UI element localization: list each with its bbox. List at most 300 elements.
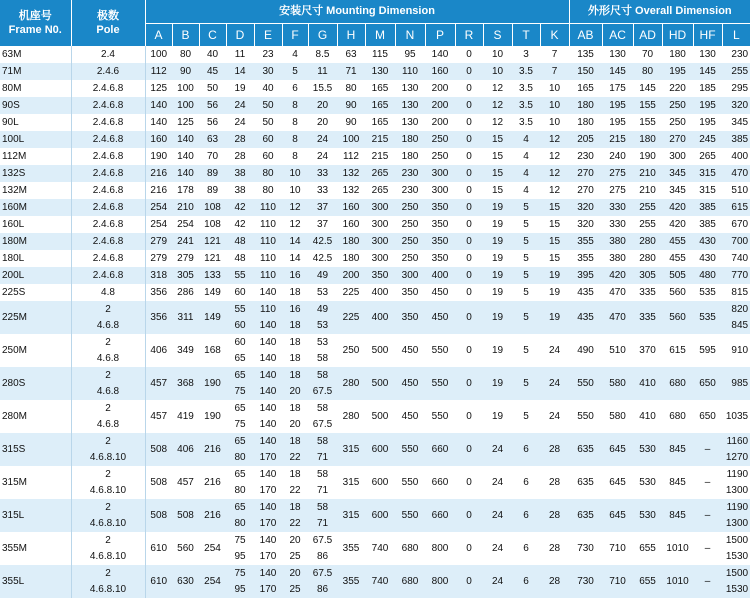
dimension-cell-line: 820: [731, 303, 749, 315]
dimension-cell: 180: [401, 151, 419, 162]
dimension-cell: 0: [455, 199, 483, 216]
dimension-cell: 210: [172, 199, 199, 216]
dimension-cell-line: 53: [316, 319, 329, 331]
table-body: [0, 46, 750, 598]
dimension-cell: 508: [150, 477, 168, 488]
dimension-cell: 670: [731, 219, 749, 230]
dimension-cell: 985: [722, 367, 750, 400]
dimension-cell: 550: [395, 433, 425, 466]
dimension-cell-line: 58: [316, 369, 329, 381]
dimension-cell-line: 170: [259, 550, 277, 562]
dimension-cell: 300: [395, 267, 425, 284]
column-header: T: [512, 24, 540, 47]
pole-cell-line: 4.6.8: [96, 319, 120, 331]
dimension-cell: 175: [609, 83, 626, 94]
dimension-cell-line: 110: [260, 303, 276, 315]
column-header: G: [308, 24, 337, 47]
dimension-cell: 410: [633, 367, 662, 400]
dimension-cell: 56: [206, 117, 219, 128]
dimension-cell: 645: [602, 433, 633, 466]
dimension-cell-line: 1500: [725, 534, 749, 546]
table-row: [0, 334, 750, 367]
dimension-cell: 10: [548, 83, 561, 94]
pole-cell-line: 2: [105, 402, 111, 414]
dimension-cell: 130: [401, 117, 419, 128]
dimension-cell: –: [704, 477, 711, 488]
dimension-cell: [254, 367, 282, 400]
dimension-cell: 279: [150, 253, 168, 264]
dimension-cell: 0: [455, 233, 483, 250]
dimension-cell: 10: [282, 165, 308, 182]
dimension-cell: 3.5: [519, 117, 533, 128]
dimension-cell: 95: [404, 49, 416, 60]
table-row: [0, 532, 750, 565]
dimension-cell: 560: [669, 287, 686, 298]
dimension-cell: 265: [365, 165, 395, 182]
dimension-cell: 250: [401, 253, 419, 264]
dimension-cell: 480: [693, 267, 722, 284]
dimension-cell: 100: [177, 83, 194, 94]
dimension-cell: 210: [639, 185, 656, 196]
dimension-cell-line: 18: [289, 402, 301, 414]
dimension-cell: [226, 565, 254, 598]
table-row: [0, 46, 750, 63]
dimension-cell: 254: [150, 219, 168, 230]
column-header: H: [337, 24, 365, 47]
dimension-cell: 150: [569, 63, 602, 80]
dimension-cell: [308, 301, 337, 334]
dimension-cell-line: 60: [234, 336, 246, 348]
pole-cell: 2.4.6.8: [71, 216, 145, 233]
dimension-cell: [308, 466, 337, 499]
dimension-cell: 5: [512, 233, 540, 250]
dimension-cell: 457: [145, 367, 172, 400]
dimension-cell: 5: [512, 301, 540, 334]
dimension-cell: 505: [662, 267, 693, 284]
pole-cell: 2.4.6.8: [71, 182, 145, 199]
frame-cell: 90S: [0, 97, 71, 114]
pole-header-en: Pole: [96, 24, 120, 36]
dimension-cell: 12: [548, 151, 561, 162]
dimension-cell: 12: [540, 165, 569, 182]
dimension-cell: 15: [483, 165, 512, 182]
table-row: [0, 466, 750, 499]
dimension-cell: [254, 565, 282, 598]
dimension-cell: 315: [693, 165, 722, 182]
dimension-cell: 115: [372, 49, 388, 60]
dimension-cell-line: 25: [289, 550, 301, 562]
dimension-cell-line: 140: [259, 369, 277, 381]
dimension-cell: 0: [466, 543, 472, 554]
dimension-cell: 24: [308, 131, 337, 148]
frame-cell: 180M: [0, 233, 71, 250]
frame-cell: 355L: [0, 565, 71, 598]
dimension-cell-line: 65: [234, 352, 246, 364]
dimension-cell-line: 65: [234, 468, 246, 480]
table-row: [0, 400, 750, 433]
dimension-cell: 15: [548, 253, 561, 264]
dimension-cell: 455: [669, 253, 686, 264]
column-header: D: [226, 24, 254, 47]
dimension-cell: 610: [150, 543, 168, 554]
frame-cell: 160L: [0, 216, 71, 233]
dimension-cell: 63: [345, 49, 357, 60]
dimension-cell: 254: [199, 565, 226, 598]
dimension-cell-line: 20: [289, 567, 301, 579]
table-row: [0, 233, 750, 250]
dimension-cell: 215: [602, 131, 633, 148]
dimension-cell-line: 65: [234, 402, 246, 414]
dimension-cell: 560: [177, 543, 194, 554]
dimension-cell: 19: [540, 301, 569, 334]
overall-dimension-header: 外形尺寸 Overall Dimension: [569, 0, 750, 24]
pole-cell: 2.4.6.8: [71, 114, 145, 131]
frame-cell: 225S: [0, 284, 71, 301]
dimension-cell: 300: [365, 199, 395, 216]
dimension-cell: [226, 400, 254, 433]
dimension-cell: [226, 532, 254, 565]
dimension-cell: [226, 367, 254, 400]
dimension-cell: 19: [548, 287, 561, 298]
dimension-cell: 406: [172, 433, 199, 466]
dimension-cell: [308, 334, 337, 367]
dimension-cell: 140: [431, 49, 449, 60]
dimension-cell: 0: [466, 185, 472, 196]
dimension-cell-line: 1300: [725, 517, 749, 529]
dimension-cell: 14: [282, 233, 308, 250]
frame-cell: 250M: [0, 334, 71, 367]
dimension-cell: 14: [289, 253, 301, 264]
dimension-cell: 800: [431, 543, 449, 554]
dimension-cell: 149: [204, 287, 221, 298]
dimension-cell: 165: [365, 97, 395, 114]
dimension-cell: 255: [633, 199, 662, 216]
column-header: C: [199, 24, 226, 47]
dimension-cell: 100: [172, 97, 199, 114]
dimension-cell: 530: [639, 477, 656, 488]
frame-cell: 280M: [0, 400, 71, 433]
dimension-cell: 5: [512, 199, 540, 216]
dimension-cell: [226, 301, 254, 334]
dimension-cell: 0: [466, 219, 472, 230]
dimension-cell-line: 1500: [725, 567, 749, 579]
dimension-cell-line: 60: [234, 319, 246, 331]
dimension-cell: 457: [177, 477, 194, 488]
dimension-cell: 24: [548, 411, 561, 422]
dimension-cell: 140: [150, 117, 168, 128]
dimension-cell-line: 65: [234, 369, 246, 381]
dimension-cell: 535: [699, 287, 716, 298]
dimension-cell: 10: [491, 49, 504, 60]
frame-cell: 90L: [0, 114, 71, 131]
dimension-cell: 210: [633, 165, 662, 182]
frame-cell: 200L: [0, 267, 71, 284]
dimension-cell: 630: [172, 565, 199, 598]
dimension-cell: 19: [491, 253, 504, 264]
dimension-cell: 5: [523, 345, 529, 356]
table-row: [0, 148, 750, 165]
column-header: AB: [569, 24, 602, 47]
dimension-cell-line: 65: [234, 501, 246, 513]
dimension-cell: 24: [483, 565, 512, 598]
dimension-cell: 910: [731, 345, 749, 356]
dimension-cell-line: 58: [316, 501, 329, 513]
dimension-cell: 0: [455, 433, 483, 466]
dimension-cell-line: 140: [259, 402, 277, 414]
dimension-cell: 4: [523, 151, 529, 162]
dimension-cell: 12: [483, 97, 512, 114]
dimension-cell: 50: [262, 117, 274, 128]
dimension-cell-line: 1190: [726, 501, 749, 513]
dimension-cell: 112: [343, 151, 359, 162]
dimension-cell: 56: [199, 97, 226, 114]
column-header: N: [395, 24, 425, 47]
dimension-cell: 400: [425, 267, 455, 284]
dimension-cell: 12: [548, 185, 561, 196]
dimension-cell: 279: [145, 233, 172, 250]
column-header: AD: [633, 24, 662, 47]
dimension-cell: 5: [512, 367, 540, 400]
dimension-cell: 20: [308, 97, 337, 114]
dimension-cell: 40: [262, 83, 274, 94]
dimension-cell: 19: [491, 411, 504, 422]
dimension-cell: 660: [431, 477, 449, 488]
dimension-cell: 345: [731, 117, 749, 128]
dimension-cell: 740: [731, 253, 749, 264]
dimension-cell: 110: [395, 63, 425, 80]
dimension-cell: 615: [669, 345, 686, 356]
dimension-cell: 90: [345, 117, 357, 128]
table-row: [0, 301, 750, 334]
dimension-cell: 490: [577, 345, 594, 356]
dimension-cell-line: 140: [259, 319, 277, 331]
column-header: S: [483, 24, 512, 47]
dimension-cell: 300: [669, 151, 686, 162]
dimension-cell-line: 22: [289, 517, 301, 529]
dimension-cell: 125: [150, 83, 168, 94]
pole-cell-line: 2: [105, 501, 111, 513]
dimension-cell: 330: [609, 219, 626, 230]
dimension-cell: 48: [234, 253, 246, 264]
dimension-cell: 0: [466, 117, 472, 128]
dimension-cell: 190: [150, 151, 168, 162]
dimension-cell: 5: [523, 411, 529, 422]
dimension-cell: 15: [548, 219, 561, 230]
dimension-cell: 165: [371, 117, 389, 128]
frame-cell: 132S: [0, 165, 71, 182]
column-header: E: [254, 24, 282, 47]
dimension-cell: 435: [577, 287, 594, 298]
mounting-dimension-header: 安装尺寸 Mounting Dimension: [145, 0, 569, 24]
table-row: [0, 63, 750, 80]
dimension-cell: 318: [145, 267, 172, 284]
dimension-cell: 110: [260, 219, 276, 230]
pole-cell-line: 4.6.8: [96, 385, 120, 397]
pole-cell-line: 2: [105, 369, 111, 381]
dimension-cell: 149: [199, 301, 226, 334]
dimension-cell: 33: [308, 165, 337, 182]
dimension-cell: 535: [693, 301, 722, 334]
dimension-cell-line: 65: [234, 435, 246, 447]
dimension-cell-line: 140: [259, 468, 277, 480]
dimension-cell: 215: [371, 151, 389, 162]
dimension-cell: 500: [365, 367, 395, 400]
dimension-cell: 530: [633, 499, 662, 532]
pole-cell: 4.8: [71, 284, 145, 301]
dimension-cell: [226, 466, 254, 499]
dimension-cell: 508: [172, 499, 199, 532]
pole-cell: [71, 367, 145, 400]
dimension-cell: 350: [431, 253, 449, 264]
dimension-cell: 330: [602, 199, 633, 216]
column-header: AC: [602, 24, 633, 47]
dimension-cell: 550: [577, 411, 594, 422]
dimension-cell: 450: [401, 345, 419, 356]
dimension-cell: 420: [662, 199, 693, 216]
dimension-cell: 130: [699, 49, 716, 60]
dimension-cell-line: 1160: [726, 435, 749, 447]
dimension-cell: 455: [662, 233, 693, 250]
dimension-cell: 420: [669, 219, 686, 230]
column-header: K: [540, 24, 569, 47]
pole-cell: [71, 301, 145, 334]
dimension-cell: [308, 565, 337, 598]
dimension-cell: 710: [602, 565, 633, 598]
table-row: [0, 250, 750, 267]
dimension-cell: 560: [662, 301, 693, 334]
dimension-cell: 89: [199, 165, 226, 182]
dimension-cell: 50: [254, 97, 282, 114]
dimension-cell: 70: [641, 49, 654, 60]
dimension-cell: 230: [577, 151, 594, 162]
frame-cell: 315L: [0, 499, 71, 532]
dimension-cell: 710: [609, 543, 626, 554]
table-row: [0, 131, 750, 148]
dimension-cell-line: 67.5: [312, 534, 333, 546]
dimension-cell-line: 71: [316, 451, 329, 463]
pole-cell-line: 4.6.8.10: [89, 583, 127, 595]
pole-cell-line: 2: [105, 336, 111, 348]
dimension-cell: 350: [425, 199, 455, 216]
table-row: [0, 565, 750, 598]
dimension-cell: 42: [234, 219, 246, 230]
dimension-cell: 70: [206, 151, 219, 162]
dimension-cell: 6: [512, 499, 540, 532]
dimension-cell: 250: [431, 151, 449, 162]
pole-cell: [71, 532, 145, 565]
dimension-cell: 7: [540, 63, 569, 80]
dimension-cell: 265: [699, 151, 716, 162]
dimension-cell: 110: [254, 233, 282, 250]
dimension-cell: 19: [540, 267, 569, 284]
dimension-cell: 160: [337, 199, 365, 216]
dimension-cell: 255: [722, 63, 750, 80]
dimension-cell: 550: [425, 367, 455, 400]
dimension-cell: [308, 532, 337, 565]
dimension-cell: 190: [639, 151, 656, 162]
dimension-cell: 265: [371, 185, 389, 196]
dimension-cell: 5: [523, 253, 529, 264]
dimension-cell: 740: [371, 543, 389, 554]
pole-cell: [71, 433, 145, 466]
dimension-cell: [282, 532, 308, 565]
dimension-cell-line: 18: [289, 369, 301, 381]
dimension-cell: 350: [401, 287, 419, 298]
dimension-cell: 280: [633, 233, 662, 250]
dimension-cell-line: 16: [289, 303, 301, 315]
dimension-cell: [254, 334, 282, 367]
dimension-cell: 37: [316, 219, 329, 230]
dimension-cell: [308, 433, 337, 466]
dimension-cell: 600: [365, 499, 395, 532]
frame-header-en: Frame N0.: [8, 24, 62, 36]
dimension-cell: 180: [569, 97, 602, 114]
dimension-cell: [282, 334, 308, 367]
dimension-cell: 355: [569, 233, 602, 250]
dimension-cell: 400: [365, 301, 395, 334]
pole-cell: [71, 466, 145, 499]
dimension-cell-line: 140: [259, 435, 277, 447]
dimension-cell: 12: [289, 219, 301, 230]
dimension-cell: 419: [177, 411, 194, 422]
dimension-cell: 400: [731, 151, 749, 162]
dimension-cell: 80: [262, 185, 274, 196]
dimension-cell: 33: [316, 185, 329, 196]
dimension-cell: 300: [365, 233, 395, 250]
dimension-cell-line: 55: [234, 303, 246, 315]
dimension-cell: 280: [337, 367, 365, 400]
pole-cell-line: 4.6.8: [96, 418, 120, 430]
dimension-cell: 140: [145, 97, 172, 114]
dimension-cell: 0: [455, 267, 483, 284]
dimension-cell: 200: [425, 97, 455, 114]
dimension-cell: 0: [455, 499, 483, 532]
dimension-cell: [254, 499, 282, 532]
dimension-cell: 368: [172, 367, 199, 400]
dimension-cell: 205: [569, 131, 602, 148]
dimension-cell: 815: [731, 287, 749, 298]
dimension-cell: 8: [282, 97, 308, 114]
dimension-cell: 0: [466, 253, 472, 264]
dimension-cell: 320: [569, 199, 602, 216]
dimension-cell: 550: [431, 345, 449, 356]
dimension-cell: 270: [569, 165, 602, 182]
dimension-cell: 24: [234, 117, 246, 128]
dimension-cell: 450: [425, 301, 455, 334]
dimension-cell: 400: [371, 287, 389, 298]
dimension-cell: 655: [639, 543, 656, 554]
dimension-cell: 195: [609, 117, 626, 128]
dimension-cell: 6: [512, 565, 540, 598]
dimension-cell: 230: [401, 185, 419, 196]
dimension-cell: 42.5: [308, 233, 337, 250]
dimension-cell: 19: [483, 199, 512, 216]
dimension-cell: 508: [145, 499, 172, 532]
dimension-cell: [308, 367, 337, 400]
dimension-cell: 19: [483, 267, 512, 284]
dimension-cell: 155: [639, 117, 656, 128]
dimension-cell: 610: [145, 565, 172, 598]
dimension-cell: 6: [523, 477, 529, 488]
dimension-cell: 345: [662, 165, 693, 182]
dimension-cell: 0: [466, 287, 472, 298]
dimension-cell-line: 58: [316, 352, 329, 364]
dimension-cell: 255: [639, 219, 656, 230]
dimension-cell: 270: [662, 131, 693, 148]
dimension-cell: 215: [365, 131, 395, 148]
dimension-cell: 121: [199, 233, 226, 250]
dimension-cell: 430: [699, 253, 716, 264]
